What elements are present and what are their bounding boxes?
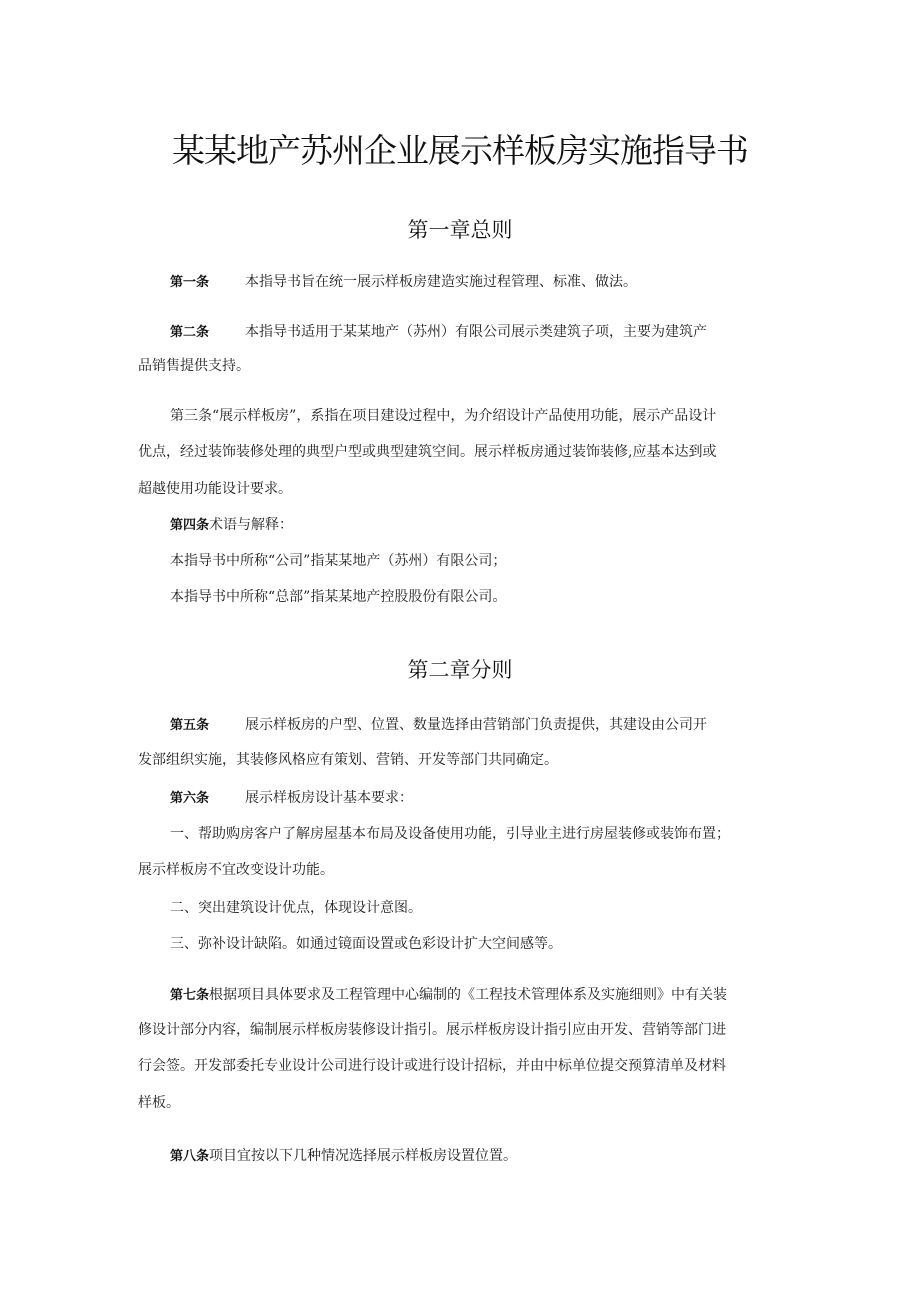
article-6-item-1-line-1: 一、帮助购房客户了解房屋基本布局及设备使用功能，引导业主进行房屋装修或装饰布置； [170, 826, 730, 842]
article-2-label: 第二条 [170, 325, 210, 340]
article-8 [170, 1146, 517, 1167]
article-1-text: 本指导书旨在统一展示样板房建造实施过程管理、标准、做法。 [245, 274, 638, 290]
article-2-line-1: 本指导书适用于某某地产（苏州）有限公司展示类建筑子项，主要为建筑产 [245, 324, 708, 340]
article-2-line-2: 品销售提供支持。 [138, 358, 250, 374]
article-5-label: 第五条 [170, 718, 210, 733]
article-6-item-1-line-2: 展示样板房不宜改变设计功能。 [138, 862, 334, 878]
article-7-line-4: 样板。 [138, 1095, 180, 1111]
article-1-label: 第一条 [170, 275, 210, 290]
chapter-heading-2: 第二章分则 [407, 658, 513, 682]
article-3-line-3: 超越使用功能设计要求。 [138, 481, 292, 497]
article-6-label: 第六条 [170, 791, 210, 806]
article-7-label: 第七条 [170, 988, 210, 1003]
article-4-item-1: 本指导书中所称“公司”指某某地产（苏州）有限公司； [170, 553, 507, 569]
article-7 [170, 985, 727, 1006]
article-6-text: 展示样板房设计基本要求： [245, 790, 414, 806]
article-6 [170, 788, 413, 809]
article-6-item-3: 三、弥补设计缺陷。如通过镜面设置或色彩设计扩大空间感等。 [170, 936, 562, 952]
article-5-line-1: 展示样板房的户型、位置、数量选择由营销部门负责提供，其建设由公司开 [245, 717, 708, 733]
article-6-item-2: 二、突出建筑设计优点，体现设计意图。 [170, 900, 422, 916]
article-3-line-1: 第三条“展示样板房”，系指在项目建设过程中，为介绍设计产品使用功能，展示产品设计 [170, 408, 717, 424]
document-title: 某某地产苏州企业展示样板房实施指导书 [172, 131, 748, 170]
article-4-text: 术语与解释： [209, 517, 294, 533]
article-5-line-2: 发部组织实施，其装修风格应有策划、营销、开发等部门共同确定。 [138, 752, 558, 768]
article-1 [170, 272, 637, 293]
article-8-text: 项目宜按以下几种情况选择展示样板房设置位置。 [209, 1148, 518, 1164]
article-4 [170, 515, 293, 536]
article-3-line-2: 优点，经过装饰装修处理的典型户型或典型建筑空间。展示样板房通过装饰装修,应基本达到或 [138, 444, 717, 460]
article-2 [170, 322, 707, 343]
chapter-heading-1: 第一章总则 [407, 218, 513, 242]
article-4-item-2: 本指导书中所称“总部”指某某地产控股股份有限公司。 [170, 589, 507, 605]
article-8-label: 第八条 [170, 1149, 210, 1164]
article-7-line-1: 根据项目具体要求及工程管理中心编制的《工程技术管理体系及实施细则》中有关装 [209, 987, 728, 1003]
article-5 [170, 715, 707, 736]
article-7-line-3: 行会签。开发部委托专业设计公司进行设计或进行设计招标，并由中标单位提交预算清单及材料 [138, 1058, 726, 1074]
article-7-line-2: 修设计部分内容，编制展示样板房装修设计指引。展示样板房设计指引应由开发、营销等部门进 [138, 1022, 726, 1038]
article-4-label: 第四条 [170, 518, 210, 533]
